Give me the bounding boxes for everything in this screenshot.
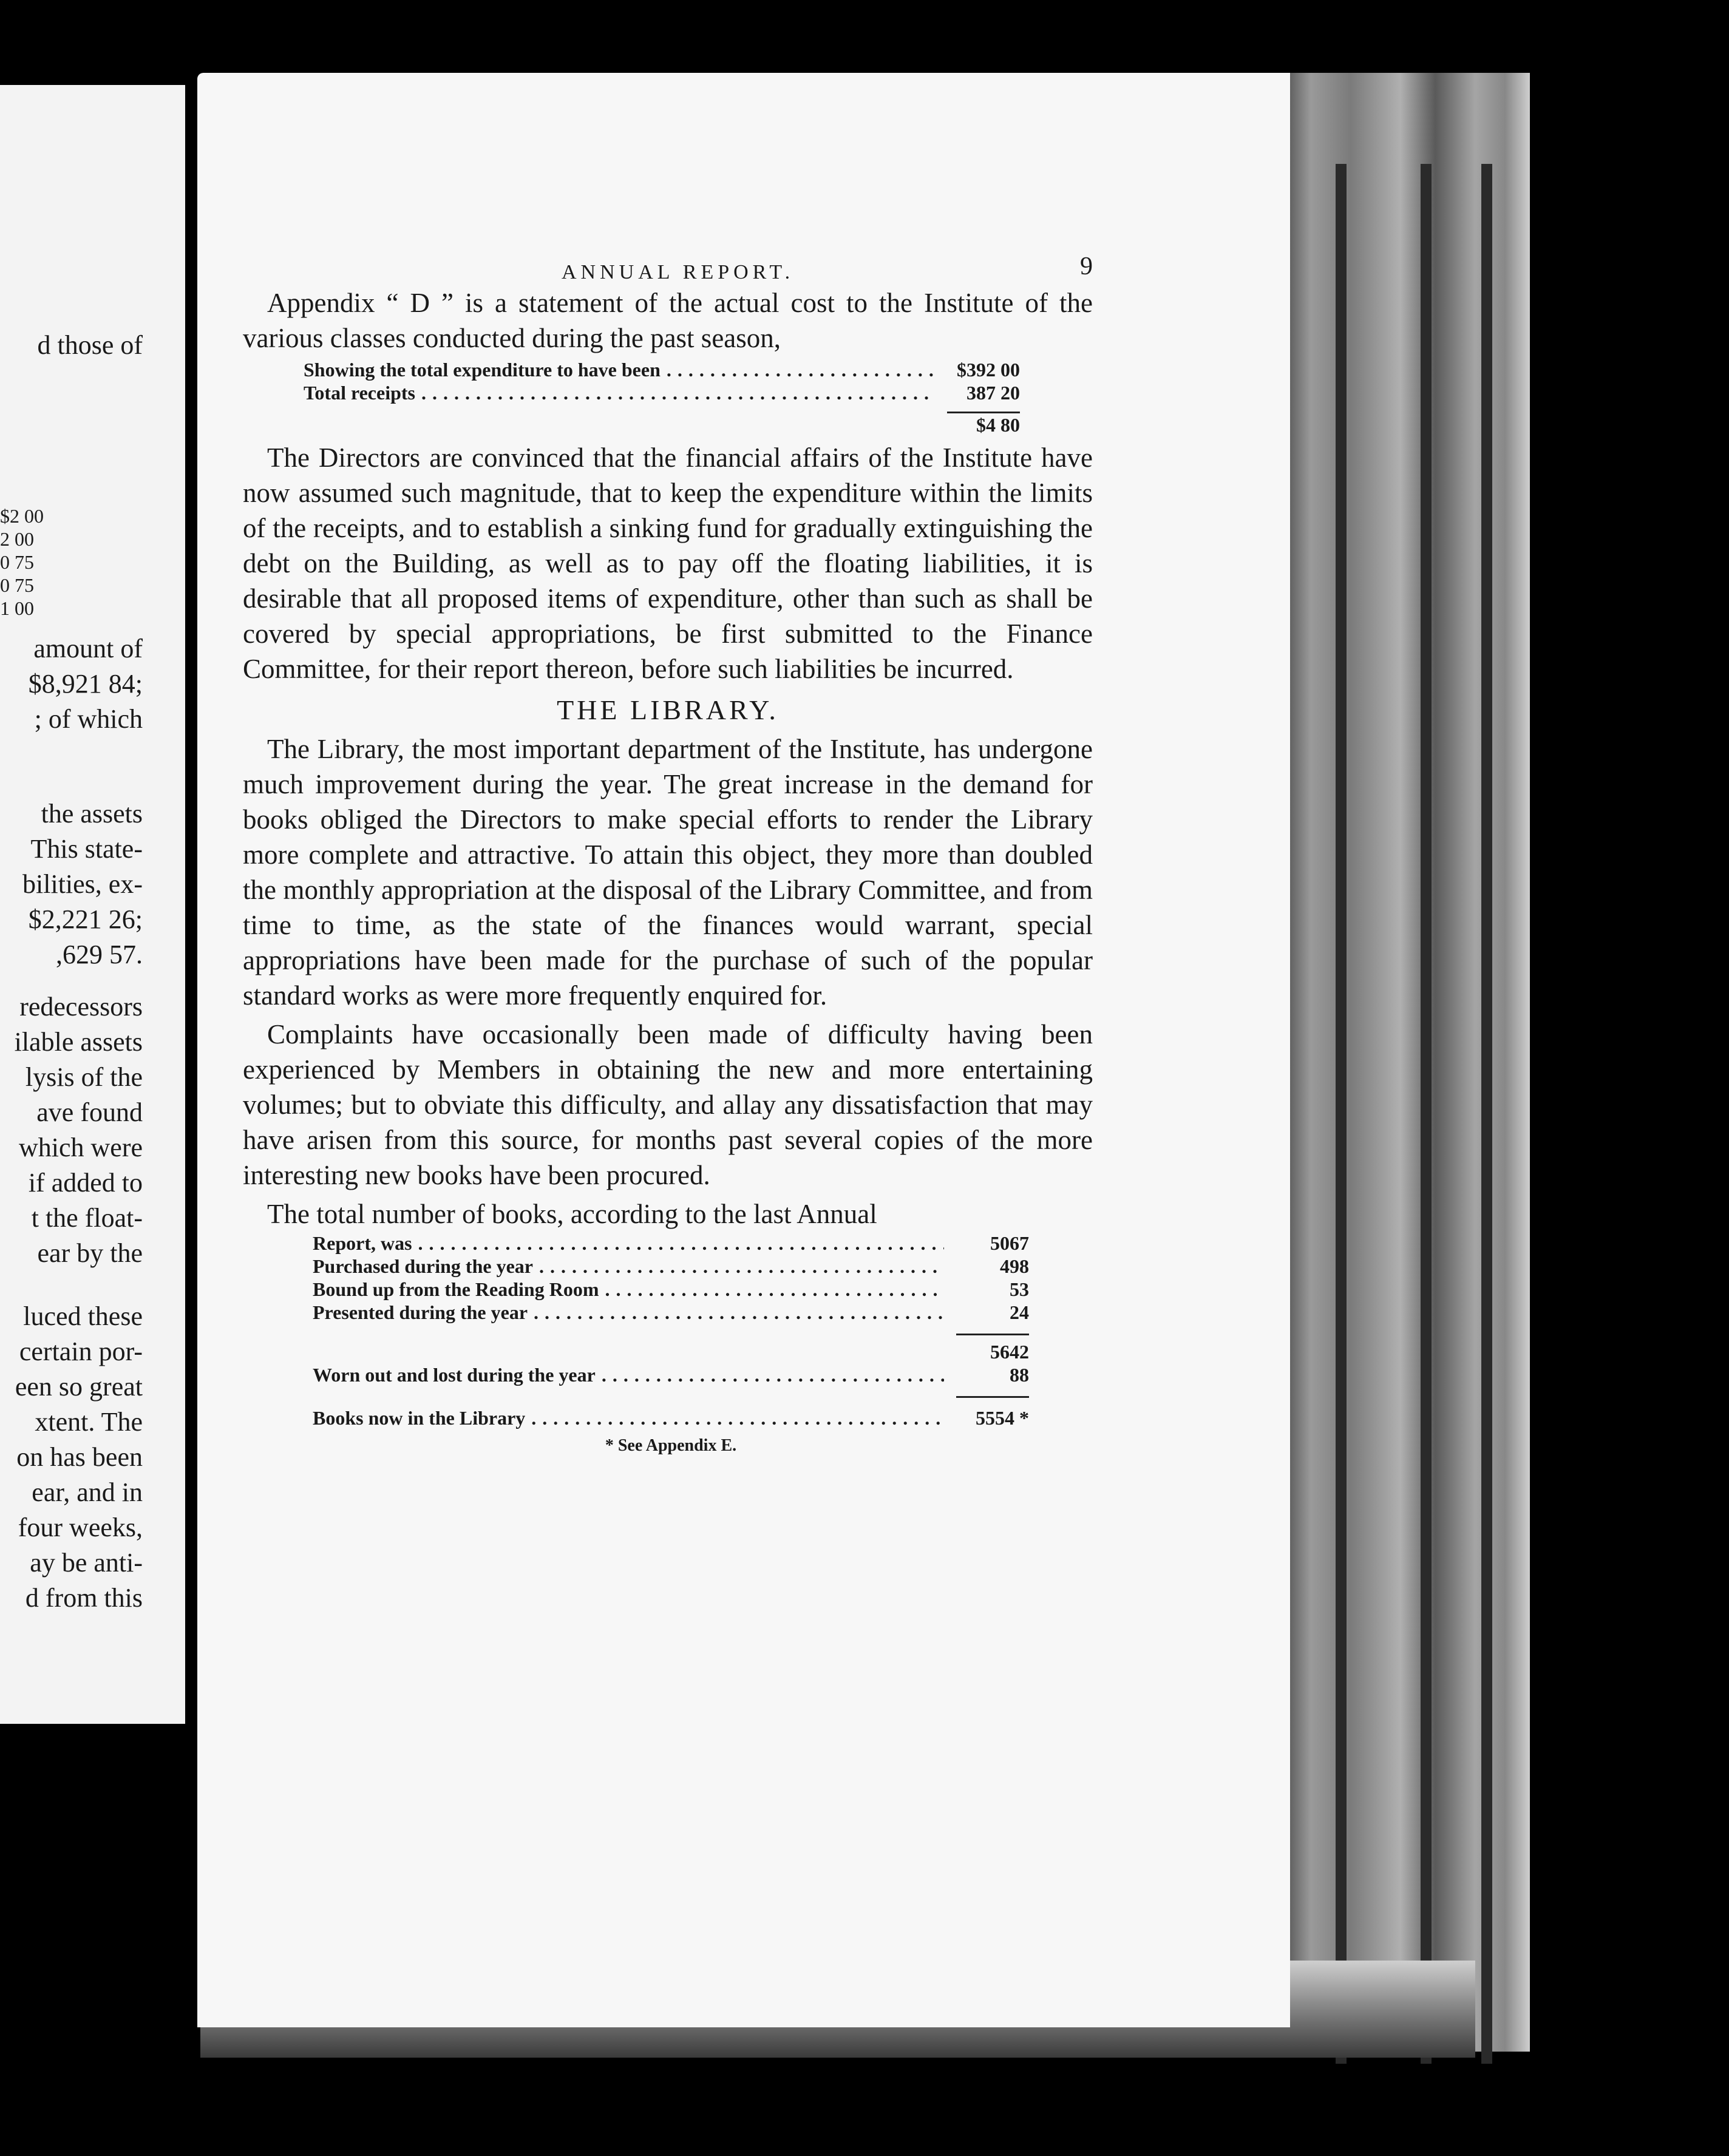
- left-text-line: ,629 57.: [56, 940, 143, 969]
- ledger-final-row: [313, 1406, 1029, 1429]
- left-amount: 0 75: [0, 551, 34, 573]
- ledger-label: Worn out and lost during the year: [313, 1364, 596, 1386]
- ledger-value: 387 20: [966, 382, 1020, 404]
- ledger-value: 24: [1010, 1301, 1029, 1323]
- directors-paragraph: The Directors are convinced that the financial affairs of the Institute have now assumed such magnitude, that to keep the expenditure within the limits of the receipts, and to establish a sinking fund for gradually extinguishing the debt on the Building, as well as to pay off the floating liabilities, it is desirable that all proposed items of expenditure, other than such as shall be covered by special appropriations, be first submitted to the Finance Committee, for their report thereon, before such liabilities be incurred.: [243, 442, 1093, 684]
- left-page: [0, 85, 185, 1724]
- leader-dots: [421, 381, 935, 404]
- ledger-label: Bound up from the Reading Room: [313, 1278, 599, 1300]
- left-text-line: luced these: [23, 1301, 143, 1331]
- page-content: [243, 243, 1093, 1457]
- left-text-line: which were: [18, 1133, 143, 1162]
- page-edge-shadow: [1481, 164, 1492, 2064]
- ledger-value: 5554 *: [976, 1407, 1029, 1429]
- book-page-edges: [1281, 73, 1530, 2052]
- left-text-line: ; of which: [34, 704, 143, 734]
- appendix-paragraph: Appendix “ D ” is a statement of the actual cost to the Institute of the various classes conducted during the past season,: [243, 288, 1093, 353]
- left-text-line: redecessors: [19, 992, 143, 1022]
- left-text-line: on has been: [16, 1442, 143, 1472]
- complaints-paragraph: Complaints have occasionally been made of difficulty having been experienced by Members in obtaining the new and more entertaining volumes; but to obviate this difficulty, and allay any dissatisfaction that may have arisen from this source, for months past several copies of the more interesting new books have been procured.: [243, 1019, 1093, 1190]
- left-text-line: ave found: [36, 1097, 143, 1127]
- left-amount: 1 00: [0, 597, 34, 619]
- page-edge-shadow: [1336, 164, 1347, 2064]
- ledger-subtotal-row: [313, 1340, 1029, 1363]
- ledger-label: Books now in the Library: [313, 1407, 526, 1429]
- ledger-total: $4 80: [976, 414, 1020, 436]
- ledger-row: [313, 1278, 1029, 1301]
- left-text-line: ear by the: [37, 1238, 143, 1268]
- left-amount: 0 75: [0, 574, 34, 596]
- left-text-line: if added to: [28, 1168, 143, 1198]
- ledger-row: [304, 358, 1020, 381]
- section-heading: THE LIBRARY.: [557, 694, 779, 725]
- left-text-line: This state-: [30, 834, 143, 864]
- left-text-line: ear, and in: [32, 1477, 143, 1507]
- left-text-line: bilities, ex-: [22, 869, 143, 899]
- leader-dots: [605, 1278, 944, 1301]
- left-text-line: $8,921 84;: [28, 669, 143, 699]
- ledger-label: Purchased during the year: [313, 1255, 533, 1277]
- cost-ledger: [304, 358, 1020, 436]
- left-text-line: d from this: [25, 1583, 143, 1613]
- left-text-line: lysis of the: [25, 1062, 143, 1092]
- left-text-line: amount of: [33, 634, 143, 663]
- left-text-line: xtent. The: [35, 1407, 143, 1437]
- ledger-row: [304, 381, 1020, 404]
- page-edge-shadow: [1421, 164, 1432, 2064]
- ledger-value: 88: [1010, 1364, 1029, 1386]
- ledger-row: [313, 1232, 1029, 1255]
- ledger-label: Presented during the year: [313, 1301, 528, 1323]
- left-text-line: $2,221 26;: [28, 904, 143, 934]
- ledger-label: Report, was: [313, 1232, 412, 1254]
- ledger-label: Showing the total expenditure to have been: [304, 359, 661, 381]
- leader-dots: [418, 1232, 944, 1255]
- library-paragraph: The Library, the most important department of the Institute, has undergone much improvement during the year. The great increase in the demand for books obliged the Directors to make special efforts to render the Library more complete and attractive. To attain this object, they more than doubled the monthly appropriation at the disposal of the Library Committee, and from time to time, as the state of the finances would warrant, special appropriations have been made for the purchase of such of the popular standard works as were more frequently enquired for.: [243, 734, 1093, 1011]
- ledger-label: Total receipts: [304, 382, 415, 404]
- left-text-line: the assets: [41, 799, 143, 829]
- ledger-value: 53: [1010, 1278, 1029, 1300]
- leader-dots: [539, 1255, 944, 1278]
- leader-dots: [534, 1301, 944, 1324]
- book-ledger: [313, 1232, 1029, 1457]
- leader-dots: [602, 1363, 944, 1386]
- ledger-value: $392 00: [957, 359, 1020, 381]
- sum-rule: [956, 1396, 1029, 1398]
- book-total-intro: The total number of books, according to the last Annual: [267, 1199, 877, 1229]
- running-header: [243, 243, 1093, 285]
- ledger-row: [313, 1255, 1029, 1278]
- ledger-row: [313, 1363, 1029, 1386]
- ledger-value: 5067: [990, 1232, 1029, 1254]
- ledger-total-row: [304, 413, 1020, 436]
- left-text-line: d those of: [37, 330, 143, 360]
- left-amount: 2 00: [0, 528, 34, 550]
- left-text-line: certain por-: [19, 1337, 143, 1366]
- footnote: * See Appendix E.: [605, 1436, 737, 1455]
- header-title: ANNUAL REPORT.: [562, 261, 795, 283]
- leader-dots: [531, 1406, 944, 1429]
- left-text-line: four weeks,: [18, 1513, 143, 1542]
- page-number: 9: [1080, 253, 1093, 280]
- left-amount: $2 00: [0, 505, 44, 527]
- left-text-line: t the float-: [31, 1203, 143, 1233]
- ledger-row: [313, 1301, 1029, 1324]
- left-text-line: ay be anti-: [30, 1548, 143, 1578]
- ledger-subtotal: 5642: [990, 1341, 1029, 1363]
- leader-dots: [667, 358, 935, 381]
- left-text-line: ilable assets: [14, 1027, 143, 1057]
- left-text-line: een so great: [15, 1372, 143, 1402]
- ledger-value: 498: [1000, 1255, 1029, 1277]
- sum-rule: [956, 1334, 1029, 1335]
